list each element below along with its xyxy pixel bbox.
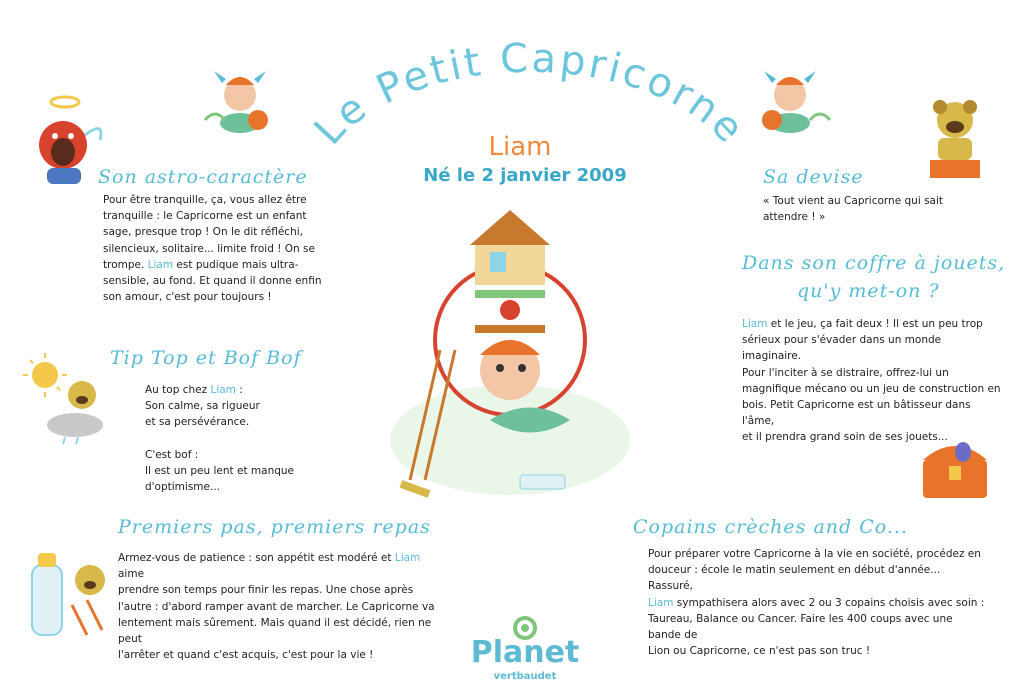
- logo-planet[interactable]: Planet: [470, 635, 580, 670]
- section-heading-copains: Copains crèches and Co...: [633, 516, 908, 538]
- svg-text:Le Petit Capricorne: Le Petit Capricorne: [305, 35, 755, 154]
- child-name-inline: Liam: [742, 318, 768, 330]
- logo-vertbaudet: vertbaudet: [493, 671, 557, 682]
- section-heading-devise: Sa devise: [763, 166, 864, 188]
- devise-paragraph: « Tout vient au Capricorne qui sait attendre ! »: [763, 195, 944, 224]
- capricorn-boy-illustration: [200, 65, 285, 145]
- copains-paragraph: Pour préparer votre Capricorne à la vie en société, procédez en douceur : école le matin seulement en début d'année... Rassuré, Liam sympathisera alors avec 2 ou 3 copains choisis avec soin : Taureau, Balance ou Cancer. Faire les 400 coups avec une bande de Lion ou Capricorne, ce n'est pas son truc !: [648, 548, 985, 658]
- child-name-inline: Liam: [648, 596, 674, 609]
- child-name: Liam: [488, 132, 552, 162]
- premiers-paragraph: Armez-vous de patience : son appétit est modéré et Liam aime prendre son temps pour finir les repas. Une chose après l'autre : d'abord ramper avant de marcher. Le Capricorne va lentement mais sûrement. Mais quand il est décidé, rien ne peut l'arrêter et quand c'est acquis, c'est pour la vie !: [118, 552, 435, 662]
- section-heading-premiers: Premiers pas, premiers repas: [118, 516, 431, 538]
- dog-toy-illustration: [920, 95, 990, 185]
- section-heading-tiptop: Tip Top et Bof Bof: [110, 347, 302, 369]
- sun-cloud-bear-illustration: [20, 345, 115, 445]
- section-heading-coffre-2: qu'y met-on ?: [797, 280, 940, 302]
- bottle-bear-illustration: [22, 545, 117, 640]
- tiptop-paragraph: Au top chez Liam : Son calme, sa rigueur et sa persévérance. C'est bof : Il est un peu lent et manque d'optimisme...: [145, 384, 294, 494]
- astro-paragraph: Pour être tranquille, ça, vous allez être tranquille : le Capricorne est un enfant sage, presque trop ! On le dit réfléchi, silencieux, solitaire... limite froid ! On se trompe. Liam est pudique mais ultra- sensible, au fond. Et quand il donne enfin son amour, c'est pour toujours !: [103, 194, 322, 304]
- coffre-paragraph: Liam et le jeu, ça fait deux ! Il est un peu trop sérieux pour s'évader dans un monde imaginaire. Pour l'inciter à se distraire, offrez-lui un magnifique mécano ou un jeu de construction en bois. Petit Capricorne est un bâtisseur dans l'âme, et il prendra grand soin de ses jouets...: [742, 318, 1001, 444]
- devil-mascot-illustration: [25, 90, 105, 190]
- capricorn-boy-illustration-right: [750, 65, 835, 145]
- section-heading-astro: Son astro-caractère: [98, 166, 308, 188]
- child-name-inline: Liam: [147, 258, 174, 271]
- child-name-inline: Liam: [210, 384, 236, 396]
- birth-date: Né le 2 janvier 2009: [423, 165, 627, 186]
- section-heading-coffre: Dans son coffre à jouets,: [742, 252, 1006, 274]
- child-name-inline: Liam: [394, 552, 421, 564]
- capricorn-tower-illustration: [380, 190, 640, 520]
